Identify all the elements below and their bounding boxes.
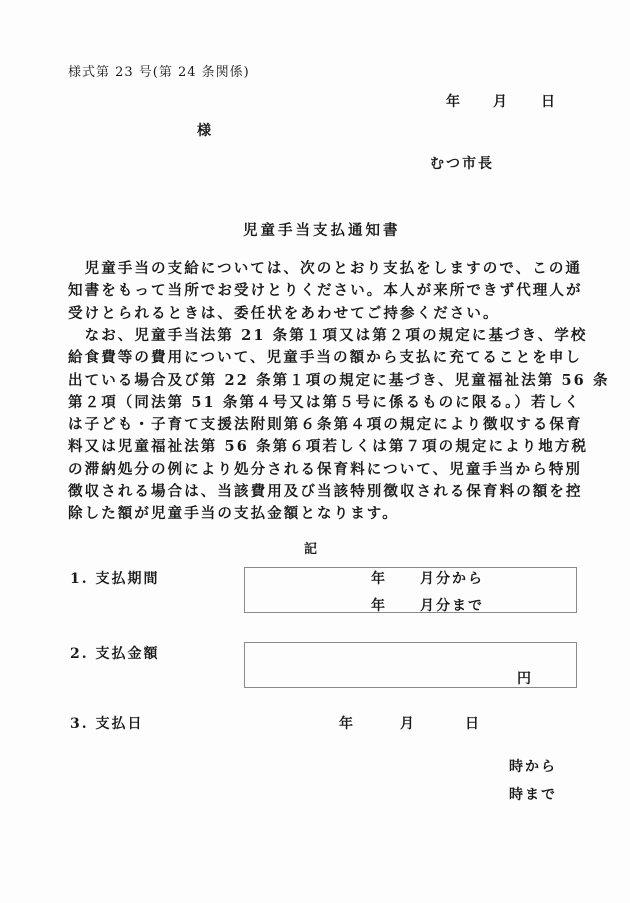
issuer-name: むつ市長 bbox=[430, 156, 494, 172]
record-heading: 記 bbox=[304, 542, 318, 557]
date-month-label: 月 bbox=[493, 94, 508, 110]
date-year-label: 年 bbox=[446, 94, 461, 110]
body-line: 第２項（同法第 51 条第４号又は第５号に係るものに限る。）若しく bbox=[68, 393, 581, 411]
document-title: 児童手当支払通知書 bbox=[243, 222, 401, 239]
payment-period-box bbox=[244, 567, 577, 613]
body-line: 児童手当の支給については、次のとおり支払をしますので、この通 bbox=[68, 260, 583, 277]
body-line: 徴収される場合は、当該費用及び当該特別徴収される保育料の額を控 bbox=[68, 483, 583, 501]
payment-time-from: 時から bbox=[509, 759, 557, 775]
body-line: 出ている場合及び第 22 条第１項の規定に基づき、児童福祉法第 56 条 bbox=[68, 371, 610, 389]
form-number: 様式第 23 号(第 24 条関係) bbox=[68, 65, 250, 80]
amount-unit-yen: 円 bbox=[517, 671, 532, 687]
payment-time-to: 時まで bbox=[509, 787, 557, 803]
body-line: の滞納処分の例により処分される保育料について、児童手当から特別 bbox=[68, 460, 583, 478]
body-paragraph-1 bbox=[68, 258, 588, 325]
payment-date-day: 日 bbox=[465, 716, 480, 732]
date-day-label: 日 bbox=[541, 94, 556, 110]
body-line: なお、児童手当法第 21 条第１項又は第２項の規定に基づき、学校 bbox=[68, 327, 588, 344]
period-to-year: 年 bbox=[371, 598, 386, 614]
body-line: 給食費等の費用について、児童手当の額から支払に充てることを申し bbox=[68, 349, 583, 367]
period-from-year: 年 bbox=[371, 571, 386, 587]
addressee-suffix: 様 bbox=[197, 123, 212, 139]
payment-period-label: 1. 支払期間 bbox=[70, 571, 160, 587]
period-from-month: 月分から bbox=[420, 571, 484, 587]
payment-date-month: 月 bbox=[400, 716, 415, 732]
body-line: 知書をもって当所でお受けとりください。本人が来所できず代理人が bbox=[68, 282, 583, 300]
body-line: 除した額が児童手当の支払金額となります。 bbox=[68, 505, 399, 523]
body-line: は子ども・子育て支援法附則第６条第４項の規定により徴収する保育 bbox=[68, 416, 583, 434]
body-line: 受けとられるときは、委任状をあわせてご持参ください。 bbox=[68, 304, 500, 322]
body-line: 料又は児童福祉法第 56 条第６項若しくは第７項の規定により地方税 bbox=[68, 438, 589, 456]
payment-amount-label: 2. 支払金額 bbox=[70, 646, 160, 662]
body-paragraph-2 bbox=[68, 325, 610, 526]
payment-date-label: 3. 支払日 bbox=[70, 716, 144, 732]
period-to-month: 月分まで bbox=[420, 598, 484, 614]
payment-date-year: 年 bbox=[339, 716, 354, 732]
payment-amount-box bbox=[244, 642, 577, 688]
